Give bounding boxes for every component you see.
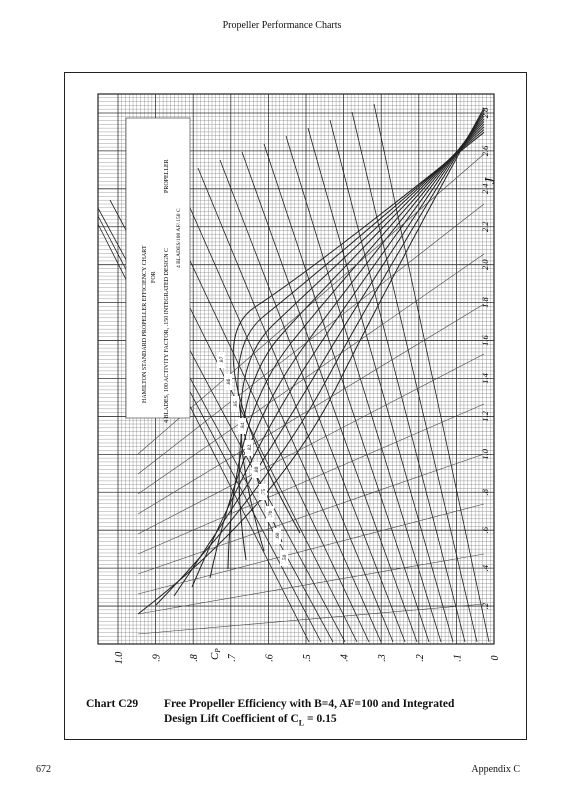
blade-angle-line — [374, 104, 489, 642]
efficiency-label — [252, 462, 260, 478]
j-tick — [480, 145, 490, 156]
efficiency-label — [259, 484, 267, 500]
cp-tick — [227, 653, 238, 662]
j-tick-label: 2.4 — [480, 183, 490, 195]
efficiency-label — [245, 440, 253, 456]
efficiency-curve — [238, 130, 484, 542]
cp-tick-label: .1 — [452, 654, 464, 662]
j-tick — [480, 334, 490, 345]
efficiency-label-text: .75 — [261, 488, 267, 496]
chart-title-line-3: 4 BLADES, 100 ACTIVITY FACTOR, .150 INTEGRATED DESIGN C — [164, 247, 170, 423]
efficiency-label-text: .85 — [233, 400, 239, 408]
cp-tick — [490, 656, 501, 661]
j-tick — [480, 259, 490, 270]
j-tick-label: 2.8 — [480, 107, 490, 119]
caption-chart-id: Chart C29 — [86, 698, 139, 710]
j-tick — [480, 448, 490, 459]
j-tick — [480, 221, 490, 232]
cp-tick-label: .7 — [226, 654, 238, 662]
cp-tick-label: .9 — [151, 654, 163, 662]
cp-tick-label: 0 — [490, 655, 501, 661]
cp-axis-label: CP — [209, 648, 222, 660]
j-tick-label: 1.6 — [480, 335, 490, 346]
caption-symbol: C — [290, 713, 299, 725]
cp-tick — [302, 654, 313, 662]
j-tick-label: .4 — [480, 564, 490, 572]
corner-label: 4 BLADES/100 AF/.150 C — [176, 208, 182, 268]
j-tick — [480, 564, 490, 571]
efficiency-label — [224, 374, 232, 390]
j-tick-label: 2.0 — [480, 259, 490, 271]
cp-tick — [377, 654, 388, 662]
j-tick-label: 1.8 — [480, 297, 490, 308]
caption-line-2 — [164, 713, 337, 727]
cp-tick — [189, 654, 200, 662]
j-tick-label: .8 — [480, 489, 490, 496]
efficiency-label-text: .87 — [219, 356, 225, 364]
caption-value: = 0.15 — [307, 713, 337, 725]
caption-symbol-sub: L — [298, 718, 305, 728]
cp-tick — [264, 654, 275, 662]
j-tick-label: 2.2 — [480, 221, 490, 233]
j-tick — [480, 488, 490, 495]
efficiency-label — [231, 396, 239, 412]
efficiency-label-text: .60 — [275, 532, 281, 540]
page-number: 672 — [36, 764, 51, 775]
cp-tick — [114, 652, 125, 665]
running-head: Propeller Performance Charts — [222, 20, 342, 31]
j-tick — [480, 526, 490, 533]
cp-tick — [152, 654, 163, 662]
chart-title-line-4: PROPELLER — [164, 159, 170, 193]
section-name: Appendix C — [471, 764, 520, 775]
chart-title-line-1: HAMILTON STANDARD PROPELLER EFFICIENCY CHART — [142, 245, 148, 403]
j-tick — [480, 297, 490, 308]
blade-angle-line — [330, 120, 465, 642]
chart-title-line-2: FOR — [151, 271, 157, 283]
cp-tick-label: .6 — [264, 654, 276, 662]
j-tick-label: .2 — [480, 602, 490, 610]
j-tick-label: 1.2 — [480, 411, 490, 422]
j-tick — [480, 410, 490, 421]
efficiency-label-text: .82 — [247, 444, 253, 452]
cp-tick — [415, 654, 426, 662]
j-axis-label: J — [483, 177, 498, 184]
cp-tick — [340, 654, 351, 662]
efficiency-curve — [192, 116, 484, 587]
efficiency-label — [217, 352, 225, 368]
cp-tick-labels — [114, 652, 501, 665]
cp-tick-label: .8 — [189, 654, 201, 662]
j-tick — [480, 372, 490, 383]
efficiency-label-text: .86 — [226, 378, 232, 386]
cp-tick-label: .4 — [339, 654, 351, 662]
cp-tick-label: .5 — [302, 654, 313, 662]
efficiency-label-text: .80 — [254, 466, 260, 474]
j-tick-label: .6 — [480, 527, 490, 534]
blade-angle-line — [138, 404, 484, 554]
j-tick-label: 2.6 — [480, 145, 490, 157]
caption-line-2-prefix: Design Lift Coefficient of — [164, 713, 288, 725]
cp-tick-label: .2 — [414, 654, 426, 662]
efficiency-chart — [76, 88, 516, 668]
efficiency-label — [266, 506, 274, 522]
efficiency-label-text: .84 — [240, 422, 246, 430]
j-tick — [480, 107, 490, 118]
efficiency-label — [238, 418, 246, 434]
cp-tick-label: .3 — [377, 654, 389, 662]
cp-tick — [452, 654, 463, 662]
efficiency-label-text: .50 — [282, 554, 288, 562]
j-tick-label: 1.4 — [480, 373, 490, 384]
caption-line-1: Free Propeller Efficiency with B=4, AF=100 and Integrated — [164, 698, 455, 710]
cp-tick-label: 1.0 — [114, 651, 125, 665]
efficiency-label — [280, 550, 288, 566]
j-tick — [480, 602, 490, 609]
j-tick-label: 1.0 — [480, 449, 490, 460]
blade-angle-line — [138, 554, 484, 614]
blade-angle-line — [138, 604, 484, 634]
efficiency-label — [273, 528, 281, 544]
efficiency-label-text: .70 — [268, 510, 274, 518]
